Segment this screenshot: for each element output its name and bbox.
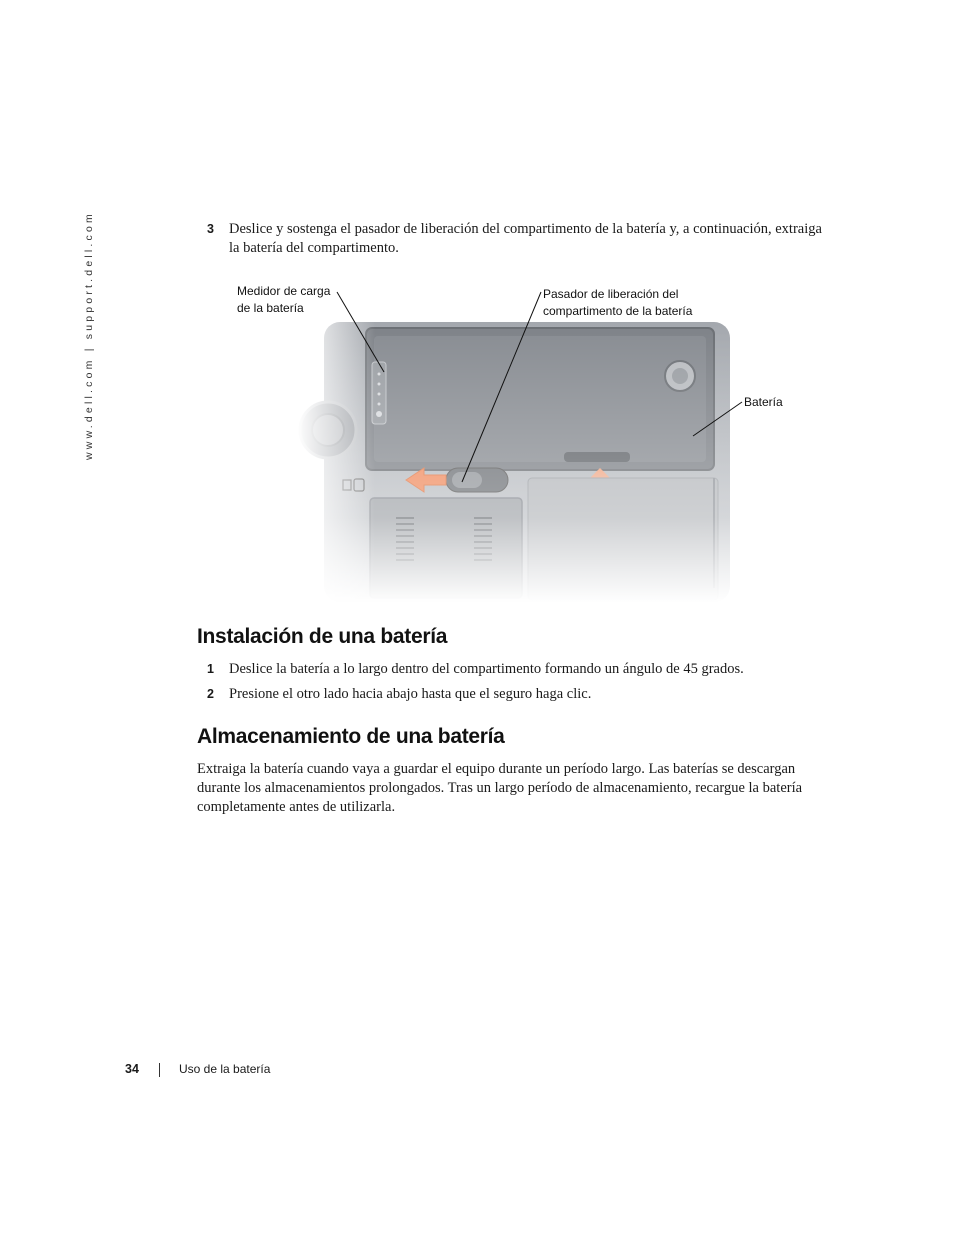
section-title-storage: Almacenamiento de una batería bbox=[197, 725, 505, 748]
side-url: www.dell.com | support.dell.com bbox=[83, 211, 95, 460]
callout-battery: Batería bbox=[744, 395, 783, 409]
storage-paragraph: Extraiga la batería cuando vaya a guardar el equipo durante un período largo. Las baterías se descargan durante los almacenamientos prolongados. Tras un largo período de almacenamiento, recargue la batería completamente antes de utilizarla. bbox=[197, 761, 803, 815]
footer-chapter-title: Uso de la batería bbox=[179, 1062, 271, 1076]
section-title-install: Instalación de una batería bbox=[197, 625, 448, 648]
step-number: 3 bbox=[207, 222, 214, 236]
battery-figure bbox=[296, 318, 736, 603]
footer-divider bbox=[159, 1063, 160, 1077]
step-text: Presione el otro lado hacia abajo hasta que el seguro haga clic. bbox=[229, 686, 592, 702]
step-number: 1 bbox=[207, 662, 214, 676]
step-text: Deslice la batería a lo largo dentro del compartimento formando un ángulo de 45 grados. bbox=[229, 661, 744, 677]
step-text: Deslice y sostenga el pasador de liberación del compartimento de la batería y, a continuación, extraiga la batería del compartimento. bbox=[229, 221, 822, 256]
step-number: 2 bbox=[207, 687, 214, 701]
callout-gauge: Medidor de carga de la batería bbox=[237, 284, 331, 315]
page-number: 34 bbox=[125, 1062, 139, 1076]
callout-latch: Pasador de liberación del compartimento de la batería bbox=[543, 287, 693, 318]
